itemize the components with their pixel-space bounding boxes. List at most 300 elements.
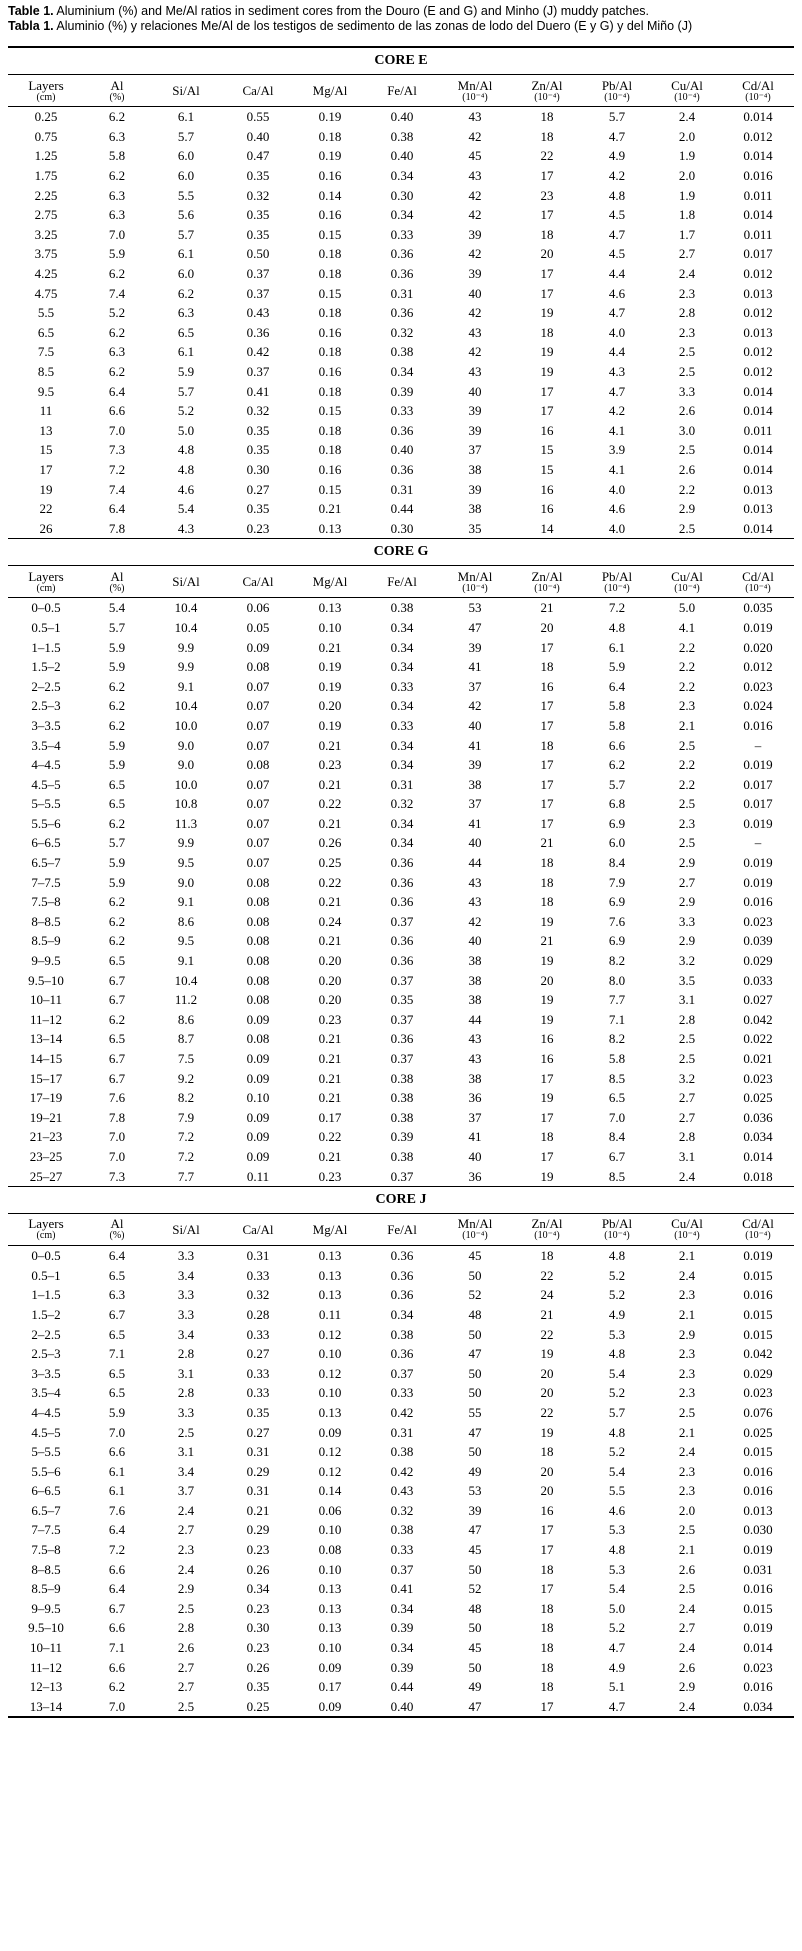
table-cell: 0.37 [390, 1051, 414, 1067]
table-cell: 0.036 [743, 1109, 773, 1125]
table-cell: 0.07 [246, 717, 270, 733]
table-cell: 11–12 [29, 1011, 63, 1027]
table-cell: 0.024 [743, 698, 773, 714]
table-cell: 0.32 [246, 403, 270, 419]
table-cell: 2.4 [678, 1267, 696, 1283]
table-row [8, 990, 794, 1010]
column-header-row [8, 1213, 794, 1245]
table-cell: 0.14 [318, 187, 342, 203]
table-cell: 8.4 [608, 1129, 626, 1145]
column-header-label: Cu/Al [671, 1216, 703, 1232]
table-cell: 0.09 [318, 1659, 342, 1675]
column-header [222, 1213, 294, 1245]
column-header [582, 1213, 652, 1245]
table-cell: 7.3 [108, 442, 126, 458]
table-cell: 17 [540, 1070, 554, 1086]
table-cell: 0.36 [390, 855, 414, 871]
table-cell: 17 [540, 285, 554, 301]
table-cell: 0.018 [743, 1168, 773, 1184]
core-title-row [8, 539, 794, 566]
table-cell: 3.75 [34, 246, 58, 262]
table-row [8, 1638, 794, 1658]
table-cell: 22 [540, 148, 554, 164]
table-row [8, 1147, 794, 1167]
table-cell: 0.21 [318, 933, 342, 949]
table-cell: 7.9 [177, 1109, 195, 1125]
column-header-label: Fe/Al [387, 574, 417, 590]
table-row [8, 479, 794, 499]
table-cell: 6.8 [608, 796, 626, 812]
table-cell: 7.5 [37, 344, 55, 360]
table-cell: 8.5–9 [31, 933, 61, 949]
table-cell: 18 [540, 1444, 554, 1460]
table-cell: 18 [540, 1659, 554, 1675]
table-cell: 6.1 [177, 109, 195, 125]
table-cell: 0.20 [318, 972, 342, 988]
table-cell: 0.019 [743, 1542, 773, 1558]
table-cell: 0.13 [318, 1620, 342, 1636]
table-cell: 0.38 [390, 1070, 414, 1086]
table-cell: 0.39 [390, 1129, 414, 1145]
core-title-row [8, 47, 794, 75]
table-cell: 7.2 [108, 461, 126, 477]
table-cell: 0.08 [246, 933, 270, 949]
table-cell: 0.16 [318, 461, 342, 477]
table-cell: 0.21 [246, 1502, 270, 1518]
table-row [8, 1285, 794, 1305]
table-cell: 2.3 [678, 1365, 696, 1381]
table-cell: 50 [468, 1267, 482, 1283]
table-row [8, 401, 794, 421]
table-cell: 2.7 [177, 1659, 195, 1675]
table-cell: 7.5 [177, 1051, 195, 1067]
table-cell: 4.6 [608, 501, 626, 517]
table-cell: 2.4 [678, 1600, 696, 1616]
column-header-label: Fe/Al [387, 1221, 417, 1237]
column-header-unit: (cm) [36, 1230, 56, 1242]
table-cell: – [754, 737, 762, 753]
table-cell: 6.2 [108, 364, 126, 380]
table-cell: 0.09 [246, 1051, 270, 1067]
table-cell: 0.75 [34, 128, 58, 144]
table-cell: 8.6 [177, 1011, 195, 1027]
table-cell: 0.34 [390, 659, 414, 675]
table-cell: 10.4 [174, 600, 198, 616]
table-cell: 5.2 [608, 1267, 626, 1283]
table-cell: 0.016 [743, 168, 773, 184]
table-cell: 4.2 [608, 168, 626, 184]
table-cell: 23 [540, 187, 554, 203]
table-row [8, 1383, 794, 1403]
table-cell: 16 [540, 678, 554, 694]
table-row [8, 1245, 794, 1265]
table-cell: 0.21 [318, 815, 342, 831]
table-cell: 0.35 [246, 442, 270, 458]
column-header-label: Layers [28, 77, 64, 93]
table-cell: 20 [540, 246, 554, 262]
column-header-unit: (10⁻⁴) [534, 91, 560, 103]
column-header-unit: (10⁻⁴) [745, 1230, 771, 1242]
table-cell: 5.4 [608, 1463, 626, 1479]
column-header-label: Ca/Al [242, 574, 274, 590]
table-row [8, 1618, 794, 1638]
table-cell: 6.1 [177, 246, 195, 262]
table-cell: 0.019 [743, 874, 773, 890]
table-cell: 0.021 [743, 1051, 773, 1067]
table-cell: 39 [468, 422, 482, 438]
table-cell: 40 [468, 717, 482, 733]
table-cell: – [754, 835, 762, 851]
table-cell: 8–8.5 [31, 1561, 61, 1577]
table-cell: 17 [540, 1522, 554, 1538]
table-cell: 0.18 [318, 422, 342, 438]
table-cell: 6.1 [108, 1463, 126, 1479]
column-header-unit: (10⁻⁴) [745, 91, 771, 103]
table-cell: 50 [468, 1326, 482, 1342]
table-cell: 6.2 [108, 894, 126, 910]
table-cell: 9.0 [177, 874, 195, 890]
table-cell: 1.5–2 [31, 659, 61, 675]
table-cell: 5.2 [608, 1444, 626, 1460]
table-cell: 0.07 [246, 815, 270, 831]
table-cell: 0.38 [390, 1090, 414, 1106]
table-cell: 0.07 [246, 796, 270, 812]
table-cell: 6.2 [108, 933, 126, 949]
column-header-row [8, 566, 794, 598]
table-cell: 17 [540, 1581, 554, 1597]
table-cell: 0.34 [390, 815, 414, 831]
table-cell: 0.27 [246, 481, 270, 497]
table-cell: 2.1 [678, 1248, 696, 1264]
table-cell: 0.36 [390, 1267, 414, 1283]
column-header [294, 75, 366, 107]
table-cell: 2.6 [678, 403, 696, 419]
table-cell: 7.0 [84, 1697, 150, 1718]
table-cell: 19 [39, 481, 53, 497]
table-cell: 0.25 [222, 1697, 294, 1718]
table-cell: 0.12 [318, 1365, 342, 1381]
table-cell: 5.3 [608, 1326, 626, 1342]
table-cell: 8.5 [608, 1070, 626, 1086]
table-cell: 9.5–10 [28, 1620, 64, 1636]
table-cell: 45 [468, 148, 482, 164]
table-cell: 0.36 [390, 1248, 414, 1264]
table-cell: 0.26 [246, 1659, 270, 1675]
table-cell: 3.3 [177, 1248, 195, 1264]
column-header-unit: (%) [109, 582, 125, 594]
table-cell: 35 [468, 520, 482, 536]
table-cell: 6.3 [108, 187, 126, 203]
table-cell: 0.011 [743, 187, 773, 203]
table-cell: 6.4 [108, 383, 126, 399]
column-header-label: Mg/Al [312, 1221, 348, 1237]
column-header [222, 75, 294, 107]
table-cell: 0.38 [390, 128, 414, 144]
table-cell: 2.0 [678, 168, 696, 184]
table-cell: 17 [512, 1697, 582, 1718]
table-cell: 3.25 [34, 226, 58, 242]
table-row [8, 892, 794, 912]
table-cell: 8.5 [37, 364, 55, 380]
table-cell: 5.7 [608, 109, 626, 125]
table-caption [8, 4, 794, 34]
table-cell: 2.5 [678, 364, 696, 380]
table-row [8, 618, 794, 638]
table-row [8, 303, 794, 323]
table-row [8, 696, 794, 716]
table-cell: 0.10 [318, 1385, 342, 1401]
table-cell: 21 [540, 835, 554, 851]
table-cell: 0.37 [390, 913, 414, 929]
table-cell: 10.4 [174, 972, 198, 988]
table-cell: 6.5 [108, 953, 126, 969]
table-cell: 40 [468, 285, 482, 301]
table-cell: 0.35 [246, 1404, 270, 1420]
column-header-label: Cd/Al [742, 1216, 774, 1232]
table-cell: 4.75 [34, 285, 58, 301]
column-header-label: Mn/Al [457, 1216, 493, 1232]
table-cell: 1.9 [678, 148, 696, 164]
table-cell: 44 [468, 855, 482, 871]
table-cell: 9.1 [177, 678, 195, 694]
table-cell: 0–0.5 [31, 600, 61, 616]
table-cell: 5.2 [608, 1385, 626, 1401]
table-cell: 13–14 [29, 1031, 63, 1047]
table-cell: 18 [540, 1679, 554, 1695]
table-body [8, 47, 794, 1717]
table-cell: 53 [468, 1483, 482, 1499]
column-header-label: Al [110, 1216, 124, 1232]
table-cell: 0.027 [743, 992, 773, 1008]
table-cell: 10–11 [29, 992, 63, 1008]
table-row [8, 970, 794, 990]
table-row [8, 794, 794, 814]
table-cell: 9–9.5 [31, 1600, 61, 1616]
table-cell: 0.33 [390, 403, 414, 419]
table-cell: 2.9 [678, 1679, 696, 1695]
table-cell: 0.12 [318, 1326, 342, 1342]
table-cell: 21 [540, 600, 554, 616]
table-cell: 47 [468, 619, 482, 635]
table-cell: 3.3 [177, 1306, 195, 1322]
column-header-label: Cd/Al [742, 77, 774, 93]
table-cell: 50 [468, 1385, 482, 1401]
table-cell: 0.31 [390, 481, 414, 497]
table-cell: 0.37 [390, 972, 414, 988]
table-cell: 5.4 [608, 1365, 626, 1381]
table-cell: 0.37 [390, 1168, 414, 1184]
table-cell: 18 [540, 894, 554, 910]
column-header-label: Mg/Al [312, 83, 348, 98]
table-cell: 4.6 [608, 1502, 626, 1518]
column-header-label: Ca/Al [242, 83, 274, 98]
table-cell: 7.2 [108, 1542, 126, 1558]
table-cell: 10–11 [29, 1640, 63, 1656]
table-cell: 0.033 [743, 972, 773, 988]
table-cell: 2.5 [678, 1581, 696, 1597]
table-cell: 0.020 [743, 639, 773, 655]
table-cell: 40 [468, 933, 482, 949]
table-cell: 44 [468, 1011, 482, 1027]
table-cell: 17 [540, 1109, 554, 1125]
table-row [8, 1265, 794, 1285]
table-cell: 6.2 [108, 913, 126, 929]
table-row [8, 499, 794, 519]
table-cell: 2.2 [678, 776, 696, 792]
table-cell: 0.16 [318, 168, 342, 184]
table-cell: 4.6 [608, 285, 626, 301]
table-cell: 0.34 [390, 757, 414, 773]
column-header-label: Mn/Al [457, 568, 493, 584]
table-cell: 0.017 [743, 776, 773, 792]
table-cell: 2.7 [678, 874, 696, 890]
column-header-row [8, 75, 794, 107]
table-cell: 5–5.5 [31, 796, 61, 812]
table-cell: 7.3 [108, 1168, 126, 1184]
data-table [8, 46, 794, 1718]
table-row [8, 362, 794, 382]
table-cell: 42 [468, 187, 482, 203]
table-cell: 0.20 [318, 698, 342, 714]
table-cell: 0.36 [390, 874, 414, 890]
column-header [150, 1213, 222, 1245]
column-header [582, 75, 652, 107]
table-cell: 17–19 [29, 1090, 63, 1106]
table-row [8, 951, 794, 971]
table-cell: 0.016 [743, 1679, 773, 1695]
table-cell: 42 [468, 128, 482, 144]
table-cell: 0.39 [390, 383, 414, 399]
table-cell: 6.0 [177, 266, 195, 282]
table-cell: 6.4 [108, 1581, 126, 1597]
table-cell: 17 [540, 796, 554, 812]
table-cell: 0.18 [318, 442, 342, 458]
table-cell: 0.36 [390, 894, 414, 910]
table-cell: 0.36 [390, 266, 414, 282]
table-row [8, 1677, 794, 1697]
table-cell: 0.013 [743, 285, 773, 301]
table-cell: 0.014 [743, 520, 773, 536]
table-cell: 2.8 [177, 1620, 195, 1636]
table-cell: 24 [540, 1287, 554, 1303]
table-cell: 0.21 [318, 501, 342, 517]
table-cell: 5–5.5 [31, 1444, 61, 1460]
table-cell: 0.36 [390, 305, 414, 321]
table-cell: 2.0 [678, 128, 696, 144]
caption-spanish [8, 19, 794, 34]
table-cell: 2.4 [652, 1697, 722, 1718]
table-cell: 0.08 [318, 1542, 342, 1558]
table-cell: 7.0 [108, 1148, 126, 1164]
table-cell: 3.4 [177, 1463, 195, 1479]
table-cell: 0.34 [390, 1600, 414, 1616]
table-cell: 13 [39, 422, 53, 438]
table-cell: 5.7 [177, 128, 195, 144]
table-cell: 0.18 [318, 246, 342, 262]
table-cell: 5.5 [608, 1483, 626, 1499]
table-row [8, 1088, 794, 1108]
table-cell: 5.8 [608, 698, 626, 714]
table-cell: 0.35 [246, 168, 270, 184]
table-cell: 2.4 [678, 266, 696, 282]
table-cell: 48 [468, 1306, 482, 1322]
table-cell: 17 [540, 757, 554, 773]
table-cell: 17 [540, 207, 554, 223]
table-row [8, 518, 794, 538]
table-cell: 10.0 [174, 717, 198, 733]
table-row [8, 1049, 794, 1069]
table-cell: 6.5 [37, 324, 55, 340]
table-cell: 10.0 [174, 776, 198, 792]
table-cell: 6.5 [608, 1090, 626, 1106]
table-cell: 2.7 [177, 1679, 195, 1695]
table-cell: 2.1 [678, 1306, 696, 1322]
table-cell: 0.18 [318, 128, 342, 144]
table-row [8, 127, 794, 147]
table-cell: 0.5–1 [31, 619, 61, 635]
table-cell: 5.2 [608, 1620, 626, 1636]
table-cell: 10.4 [174, 619, 198, 635]
table-cell: 0.38 [390, 600, 414, 616]
table-cell: 0.30 [246, 1620, 270, 1636]
table-cell: 6.2 [108, 1011, 126, 1027]
table-cell: 0.19 [318, 109, 342, 125]
column-header-label: Al [110, 568, 124, 584]
table-cell: 0.11 [318, 1306, 342, 1322]
table-cell: 2.5 [678, 1404, 696, 1420]
table-cell: 5.5–6 [31, 815, 61, 831]
table-cell: 4.8 [608, 1424, 626, 1440]
table-cell: 0.32 [390, 1502, 414, 1518]
table-cell: 0.44 [390, 501, 414, 517]
table-cell: 0.013 [743, 501, 773, 517]
table-cell: 0.38 [390, 1109, 414, 1125]
table-cell: 45 [468, 1248, 482, 1264]
table-cell: 7.0 [608, 1109, 626, 1125]
table-cell: 4.8 [608, 1248, 626, 1264]
table-cell: 2.4 [678, 109, 696, 125]
table-cell: 5.8 [608, 1051, 626, 1067]
table-cell: 3–3.5 [31, 1365, 61, 1381]
column-header-unit: (10⁻⁴) [534, 582, 560, 594]
table-cell: 3.5–4 [31, 737, 61, 753]
table-cell: 0.31 [390, 285, 414, 301]
table-row [8, 1599, 794, 1619]
table-cell: 15 [39, 442, 53, 458]
table-cell: 7–7.5 [31, 1522, 61, 1538]
table-cell: 5.3 [608, 1522, 626, 1538]
table-cell: 5.5–6 [31, 1463, 61, 1479]
table-cell: 4.4 [608, 344, 626, 360]
table-cell: 2.3 [678, 1483, 696, 1499]
table-cell: 0.034 [743, 1129, 773, 1145]
column-header [512, 1213, 582, 1245]
table-cell: 0.38 [390, 344, 414, 360]
table-cell: 50 [468, 1444, 482, 1460]
table-cell: 2.2 [678, 678, 696, 694]
table-row [8, 323, 794, 343]
table-row [8, 1108, 794, 1128]
table-cell: 0.18 [318, 305, 342, 321]
table-row [8, 1324, 794, 1344]
table-cell: 3.3 [177, 1404, 195, 1420]
table-cell: 39 [468, 757, 482, 773]
table-cell: 0.34 [390, 1306, 414, 1322]
table-cell: 2.9 [678, 1326, 696, 1342]
table-cell: 19 [540, 364, 554, 380]
table-row [8, 1481, 794, 1501]
table-row [8, 205, 794, 225]
